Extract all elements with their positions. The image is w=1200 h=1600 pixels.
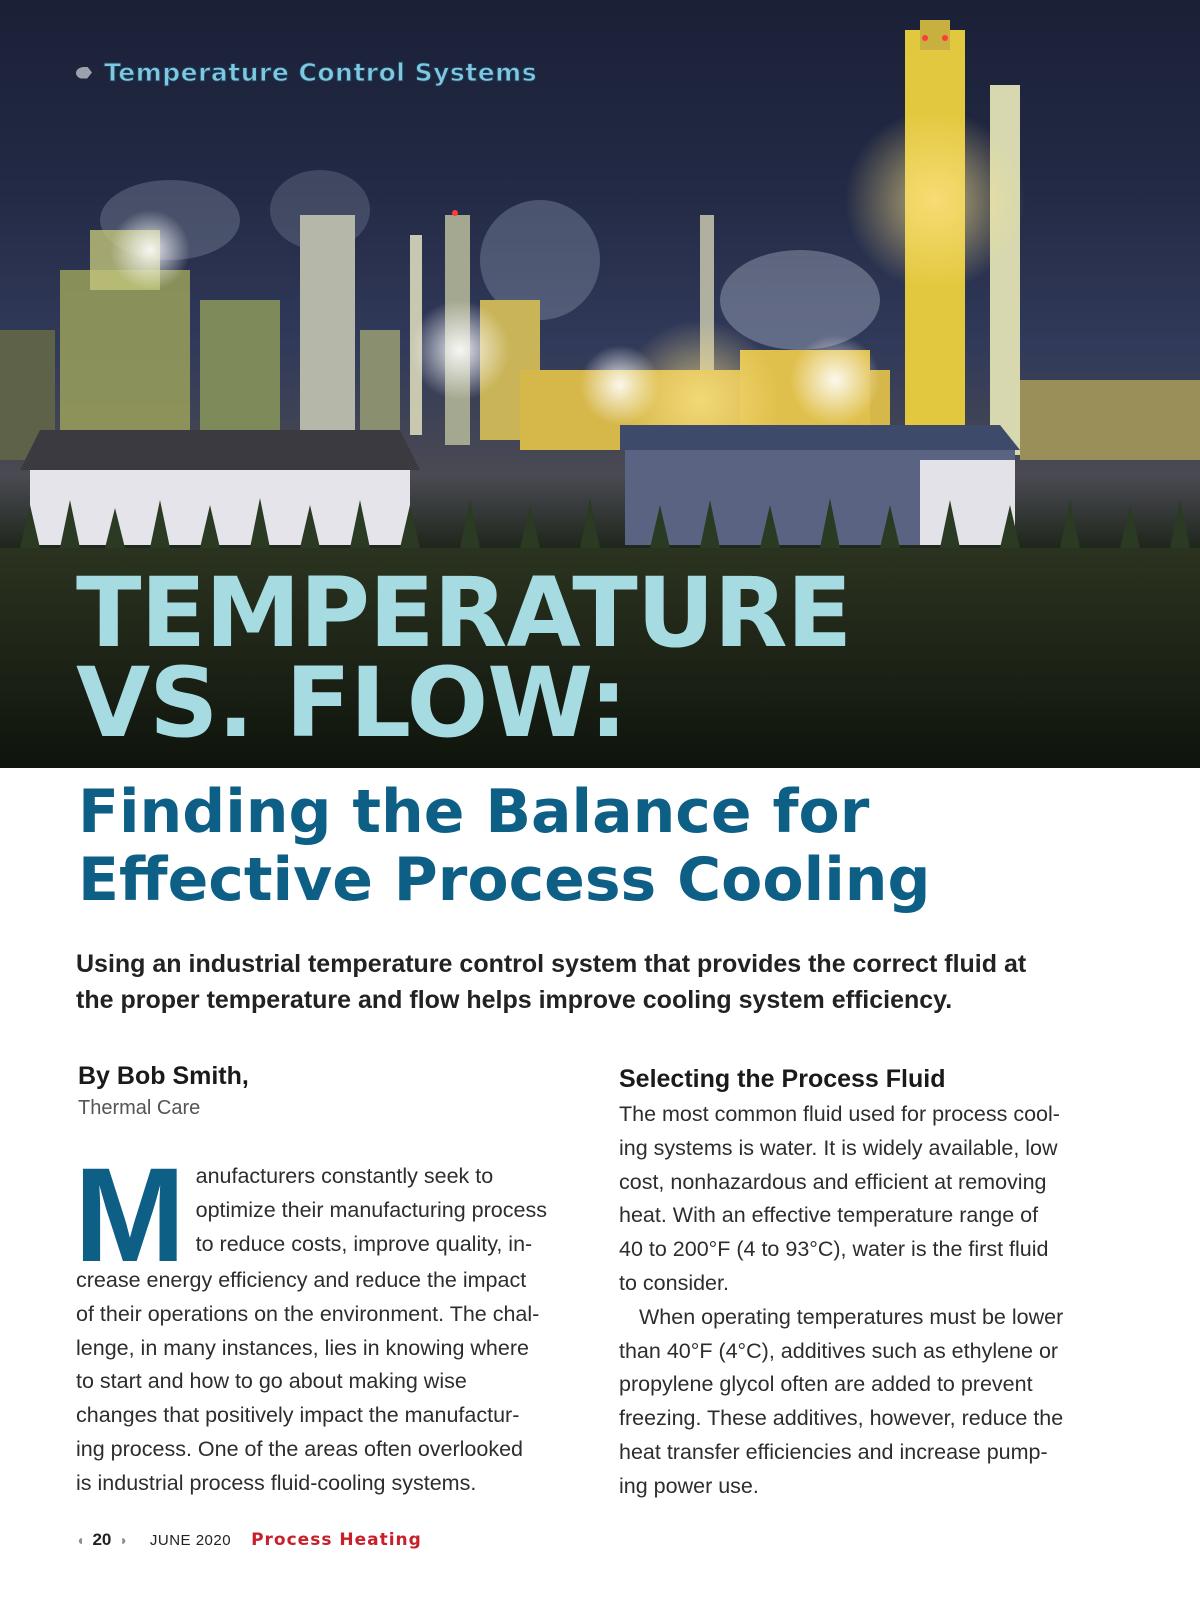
body-line: optimize their manufacturing process bbox=[195, 1197, 547, 1222]
body-line: to consider. bbox=[619, 1270, 729, 1295]
issue-date: JUNE 2020 bbox=[149, 1531, 232, 1549]
body-line: The most common fluid used for process cool- bbox=[619, 1102, 1060, 1126]
section-tag bbox=[76, 58, 537, 87]
body-line: heat. With an effective temperature range of bbox=[619, 1203, 1039, 1228]
section-heading: Selecting the Process Fluid bbox=[619, 1065, 946, 1093]
body-line: freezing. These additives, however, reduce the bbox=[619, 1406, 1064, 1431]
body-line: ing power use. bbox=[619, 1473, 759, 1498]
deck-line-2: the proper temperature and flow helps improve cooling system efficiency. bbox=[76, 986, 953, 1014]
article-deck bbox=[76, 946, 1136, 1018]
deck-line-1: Using an industrial temperature control system that provides the correct fluid at bbox=[76, 950, 1027, 978]
author-name: By Bob Smith, bbox=[78, 1062, 249, 1090]
body-line: ing systems is water. It is widely available, low bbox=[619, 1135, 1058, 1160]
byline bbox=[78, 1062, 249, 1120]
hero-photo bbox=[0, 0, 1200, 768]
body-line: lenge, in many instances, lies in knowing where bbox=[76, 1335, 529, 1360]
page-folio bbox=[76, 1530, 422, 1550]
body-line: propylene glycol often are added to prevent bbox=[619, 1372, 1033, 1397]
magazine-name: Process Heating bbox=[251, 1530, 422, 1550]
body-line: anufacturers constantly seek to bbox=[195, 1164, 494, 1188]
left-column bbox=[74, 1141, 578, 1501]
body-line: cost, nonhazardous and efficient at removing bbox=[619, 1169, 1047, 1194]
author-company: Thermal Care bbox=[78, 1097, 201, 1119]
section-tag-text: Temperature Control Systems bbox=[104, 58, 538, 87]
body-line: crease energy efficiency and reduce the impact bbox=[76, 1268, 527, 1292]
body-line: heat transfer efficiencies and increase pump- bbox=[619, 1439, 1048, 1464]
body-line: of their operations on the environment. The chal- bbox=[76, 1301, 540, 1326]
body-line: 40 to 200°F (4 to 93°C), water is the first fluid bbox=[619, 1237, 1049, 1262]
headline-line-1: TEMPERATURE bbox=[76, 557, 852, 669]
headline bbox=[76, 557, 852, 759]
right-column bbox=[619, 1062, 1129, 1504]
subheadline-line-1: Finding the Balance for bbox=[78, 777, 870, 847]
body-line: to reduce costs, improve quality, in- bbox=[195, 1231, 533, 1256]
subheadline bbox=[78, 778, 1078, 914]
drop-cap: M bbox=[74, 1141, 186, 1290]
body-line: than 40°F (4°C), additives such as ethylene or bbox=[619, 1338, 1059, 1363]
page-number: 20 bbox=[92, 1530, 112, 1549]
headline-line-2: VS. FLOW: bbox=[76, 647, 627, 759]
body-line: changes that positively impact the manufactur- bbox=[76, 1403, 520, 1428]
bullet-arrow-icon bbox=[76, 67, 92, 79]
body-line: ing process. One of the areas often overlooked bbox=[76, 1436, 523, 1461]
body-line: When operating temperatures must be lower bbox=[639, 1304, 1064, 1329]
body-line: to start and how to go about making wise bbox=[76, 1369, 467, 1394]
body-line: is industrial process fluid-cooling systems. bbox=[76, 1470, 477, 1495]
left-bracket-icon: ◖ bbox=[76, 1532, 85, 1548]
subheadline-line-2: Effective Process Cooling bbox=[78, 845, 931, 915]
right-bracket-icon: ◗ bbox=[119, 1532, 128, 1548]
